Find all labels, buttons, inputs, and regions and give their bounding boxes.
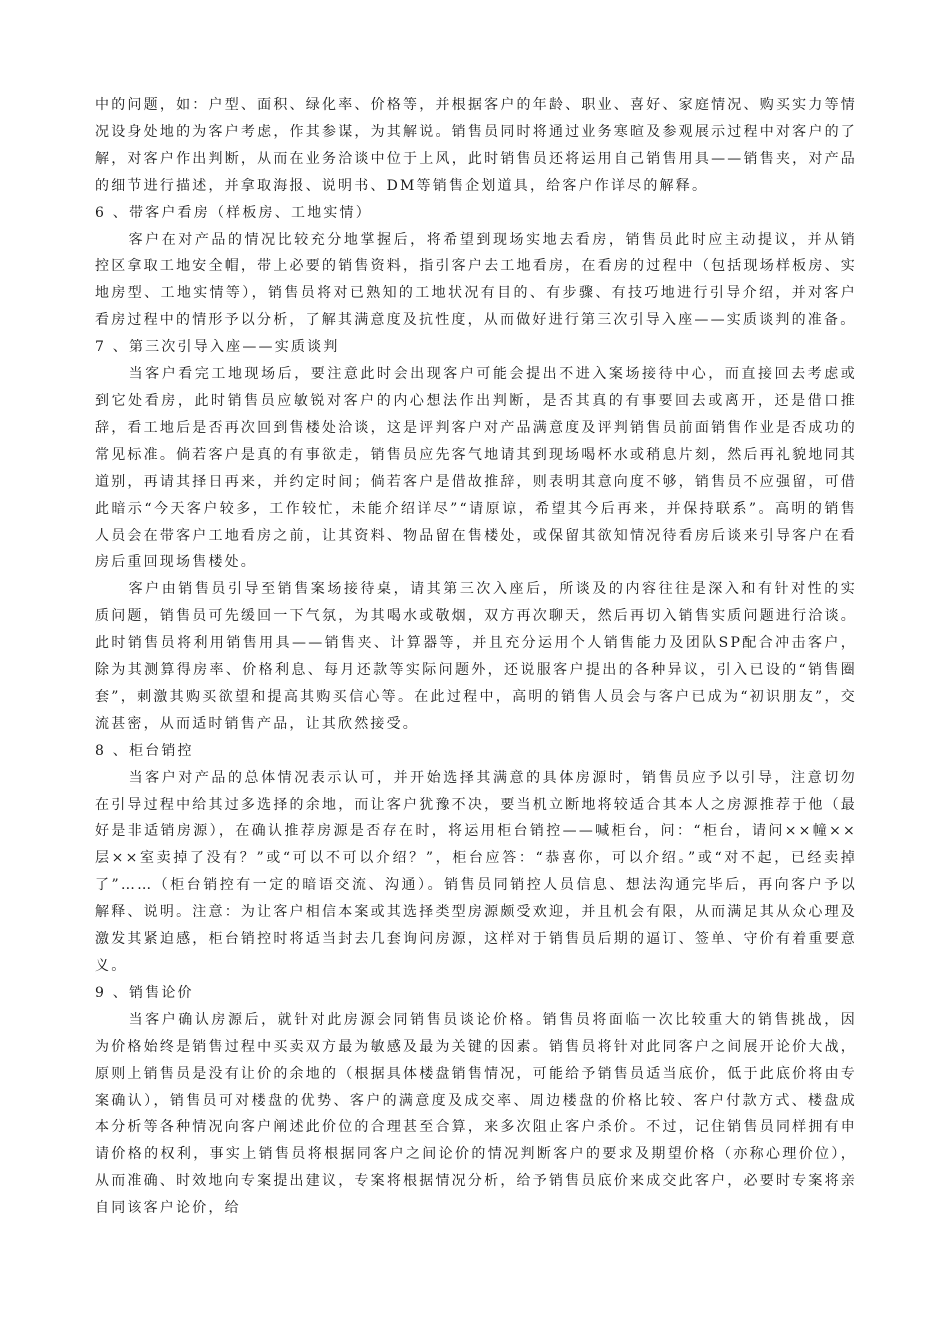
paragraph-7b: 客户由销售员引导至销售案场接待桌，请其第三次入座后，所谈及的内容往往是深入和有针对性的实质问题，销售员可先缓回一下气氛，为其喝水或敬烟，双方再次聊天，然后再切入销售实质问题进行洽谈。此时销售员将利用销售用具——销售夹、计算器等，并且充分运用个人销售能力及团队SP配合冲击客户，除为其测算得房率、价格利息、每月还款等实际问题外，还说服客户提出的各种异议，引入已设的“销售圈套”，刺激其购买欲望和提高其购买信心等。在此过程中，高明的销售人员会与客户已成为“初识朋友”，交流甚密，从而适时销售产品，让其欣然接受。 (95, 581, 857, 732)
paragraph-9: 当客户确认房源后，就针对此房源会同销售员谈论价格。销售员将面临一次比较重大的销售挑战，因为价格始终是销售过程中买卖双方最为敏感及最为关键的因素。销售员将针对此同客户之间展开论价大战，原则上销售员是没有让价的余地的（根据具体楼盘销售情况，可能给予销售员适当底价，低于此底价将由专案确认），销售员可对楼盘的优势、客户的满意度及成交率、周边楼盘的价格比较、客户付款方式、楼盘成本分析等各种情况向客户阐述此价位的合理甚至合算，来多次阻止客户杀价。不过，记住销售员同样拥有申请价格的权利，事实上销售员将根据同客户之间论价的情况判断客户的要求及期望价格（亦称心理价位），从而准确、时效地向专案提出建议，专案将根据情况分析，给予销售员底价来成交此客户，必要时专案将亲自同该客户论价，给 (95, 1011, 857, 1217)
document-page (95, 92, 857, 1222)
paragraph-6: 客户在对产品的情况比较充分地掌握后，将希望到现场实地去看房，销售员此时应主动提议，并从销控区拿取工地安全帽，带上必要的销售资料，指引客户去工地看房，在看房的过程中（包括现场样板房、实地房型、工地实情等），销售员将对已熟知的工地状况有目的、有步骤、有技巧地进行引导介绍，并对客户看房过程中的情形予以分析，了解其满意度及抗性度，从而做好进行第三次引导入座——实质谈判的准备。 (95, 231, 857, 329)
section-heading-7: 7 、第三次引导入座——实质谈判 (95, 339, 340, 356)
section-heading-9: 9 、销售论价 (95, 984, 194, 1001)
section-heading-8: 8 、柜台销控 (95, 742, 194, 759)
section-heading-6: 6 、带客户看房（样板房、工地实情） (95, 204, 372, 221)
paragraph-continued: 中的问题，如：户型、面积、绿化率、价格等，并根据客户的年龄、职业、喜好、家庭情况、购买实力等情况设身处地的为客户考虑，作其参谋，为其解说。销售员同时将通过业务寒暄及参观展示过程中对客户的了解，对客户作出判断，从而在业务洽谈中位于上风，此时销售员还将运用自己销售用具——销售夹，对产品的细节进行描述，并拿取海报、说明书、DM等销售企划道具，给客户作详尽的解释。 (95, 97, 857, 194)
paragraph-7a: 当客户看完工地现场后，要注意此时会出现客户可能会提出不进入案场接待中心，而直接回去考虑或到它处看房，此时销售员应敏锐对客户的内心想法作出判断，是否其真的有事要回去或离开，还是借口推辞，看工地后是否再次回到售楼处洽谈，这是评判客户对产品满意度及评判销售员前面销售作业是否成功的常见标准。倘若客户是真的有事欲走，销售员应先客气地请其到现场喝杯水或稍息片刻，然后再礼貌地同其道别，再请其择日再来，并约定时间；倘若客户是借故推辞，则表明其意向度不够，销售员不应强留，可借此暗示“今天客户较多，工作较忙，未能介绍详尽”“请原谅，希望其今后再来，并保持联系”。高明的销售人员会在带客户工地看房之前，让其资料、物品留在售楼处，或保留其欲知情况待看房后谈来引导客户在看房后重回现场售楼处。 (95, 366, 857, 571)
paragraph-8: 当客户对产品的总体情况表示认可，并开始选择其满意的具体房源时，销售员应予以引导，注意切勿在引导过程中给其过多选择的余地，而让客户犹豫不决，要当机立断地将较适合其本人之房源推荐于他（最好是非适销房源），在确认推荐房源是否存在时，将运用柜台销控——喊柜台，问：“柜台，请问××幢××层××室卖掉了没有？”或“可以不可以介绍？”，柜台应答：“恭喜你，可以介绍。”或“对不起，已经卖掉了”……（柜台销控有一定的暗语交流、沟通）。销售员同销控人员信息、想法沟通完毕后，再向客户予以解释、说明。注意：为让客户相信本案或其选择类型房源颇受欢迎，并且机会有限，从而满足其从众心理及激发其紧迫感，柜台销控时将适当封去几套询问房源，这样对于销售员后期的逼订、签单、守价有着重要意义。 (95, 769, 857, 974)
